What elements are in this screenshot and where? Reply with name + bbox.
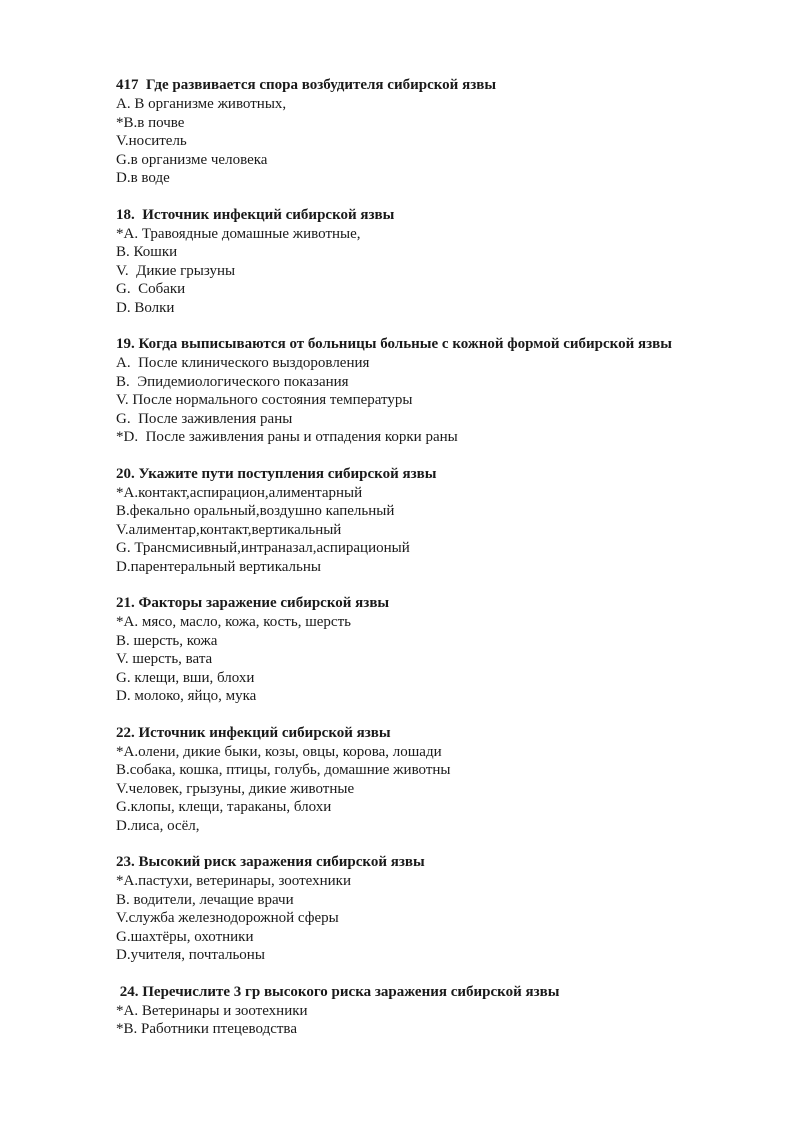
answer-option: G.в организме человека — [116, 151, 268, 168]
answer-option: *A. Ветеринары и зоотехники — [116, 1002, 308, 1019]
answer-option: B. шерсть, кожа — [116, 632, 218, 649]
answer-option: D.лиса, осёл, — [116, 817, 200, 834]
question-title: 417 Где развивается спора возбудителя сибирской язвы — [116, 77, 497, 93]
question-block — [116, 983, 776, 1039]
answer-option: G.клопы, клещи, тараканы, блохи — [116, 799, 332, 815]
answer-option: D.учителя, почтальоны — [116, 947, 265, 963]
question-block — [116, 594, 776, 706]
question-block — [116, 853, 776, 965]
question-block — [116, 206, 776, 318]
document-page — [116, 76, 776, 1057]
answer-option: D.в воде — [116, 170, 170, 186]
question-title: 23. Высокий риск заражения сибирской язвы — [116, 854, 425, 870]
question-title: 24. Перечислите 3 гр высокого риска заражения сибирской язвы — [116, 983, 560, 1000]
question-title: 20. Укажите пути поступления сибирской язвы — [116, 465, 437, 482]
answer-option: *A.пастухи, ветеринары, зоотехники — [116, 873, 351, 889]
answer-option: V. шерсть, вата — [116, 651, 213, 667]
answer-option: G. Трансмисивный,интраназал,аспирационый — [116, 540, 410, 556]
answer-option: G. клещи, вши, блохи — [116, 669, 255, 686]
answer-option: B.собака, кошка, птицы, голубь, домашние животны — [116, 762, 451, 778]
answer-option: *A.олени, дикие быки, козы, овцы, корова, лошади — [116, 743, 442, 760]
answer-option: G. Собаки — [116, 281, 186, 297]
answer-option: B. Эпидемиологического показания — [116, 373, 349, 390]
answer-option: V. После нормального состояния температуры — [116, 392, 413, 408]
answer-option: D. молоко, яйцо, мука — [116, 688, 257, 704]
answer-option: *B. Работники птецеводства — [116, 1021, 297, 1037]
answer-option: V. Дикие грызуны — [116, 262, 236, 279]
answer-option: G.шахтёры, охотники — [116, 928, 254, 945]
answer-option: V.носитель — [116, 133, 187, 149]
answer-option: *D. После заживления раны и отпадения корки раны — [116, 429, 458, 445]
question-title: 22. Источник инфекций сибирской язвы — [116, 724, 391, 741]
answer-option: А. В организме животных, — [116, 96, 287, 112]
answer-option: V.алиментар,контакт,вертикальный — [116, 521, 342, 538]
answer-option: B. Кошки — [116, 244, 178, 260]
answer-option: A. После клинического выздоровления — [116, 355, 370, 371]
answer-option: *A. мясо, масло, кожа, кость, шерсть — [116, 614, 351, 630]
question-block — [116, 335, 776, 447]
answer-option: *A.контакт,аспирацион,алиментарный — [116, 484, 363, 501]
answer-option: V.человек, грызуны, дикие животные — [116, 780, 355, 797]
question-block — [116, 76, 776, 188]
answer-option: D. Волки — [116, 299, 175, 316]
question-block — [116, 724, 776, 836]
answer-option: V.служба железнодорожной сферы — [116, 910, 339, 926]
question-title: 21. Факторы заражение сибирской язвы — [116, 595, 390, 611]
question-title: 19. Когда выписываются от больницы больные с кожной формой сибирской язвы — [116, 336, 672, 352]
answer-option: *A. Травоядные домашные животные, — [116, 225, 361, 242]
answer-option: *B.в почве — [116, 114, 185, 131]
question-block — [116, 465, 776, 577]
answer-option: G. После заживления раны — [116, 410, 293, 427]
answer-option: B. водители, лечащие врачи — [116, 891, 294, 908]
answer-option: B.фекально оральный,воздушно капельный — [116, 503, 395, 519]
question-title: 18. Источник инфекций сибирской язвы — [116, 206, 395, 223]
answer-option: D.парентеральный вертикальны — [116, 558, 321, 575]
